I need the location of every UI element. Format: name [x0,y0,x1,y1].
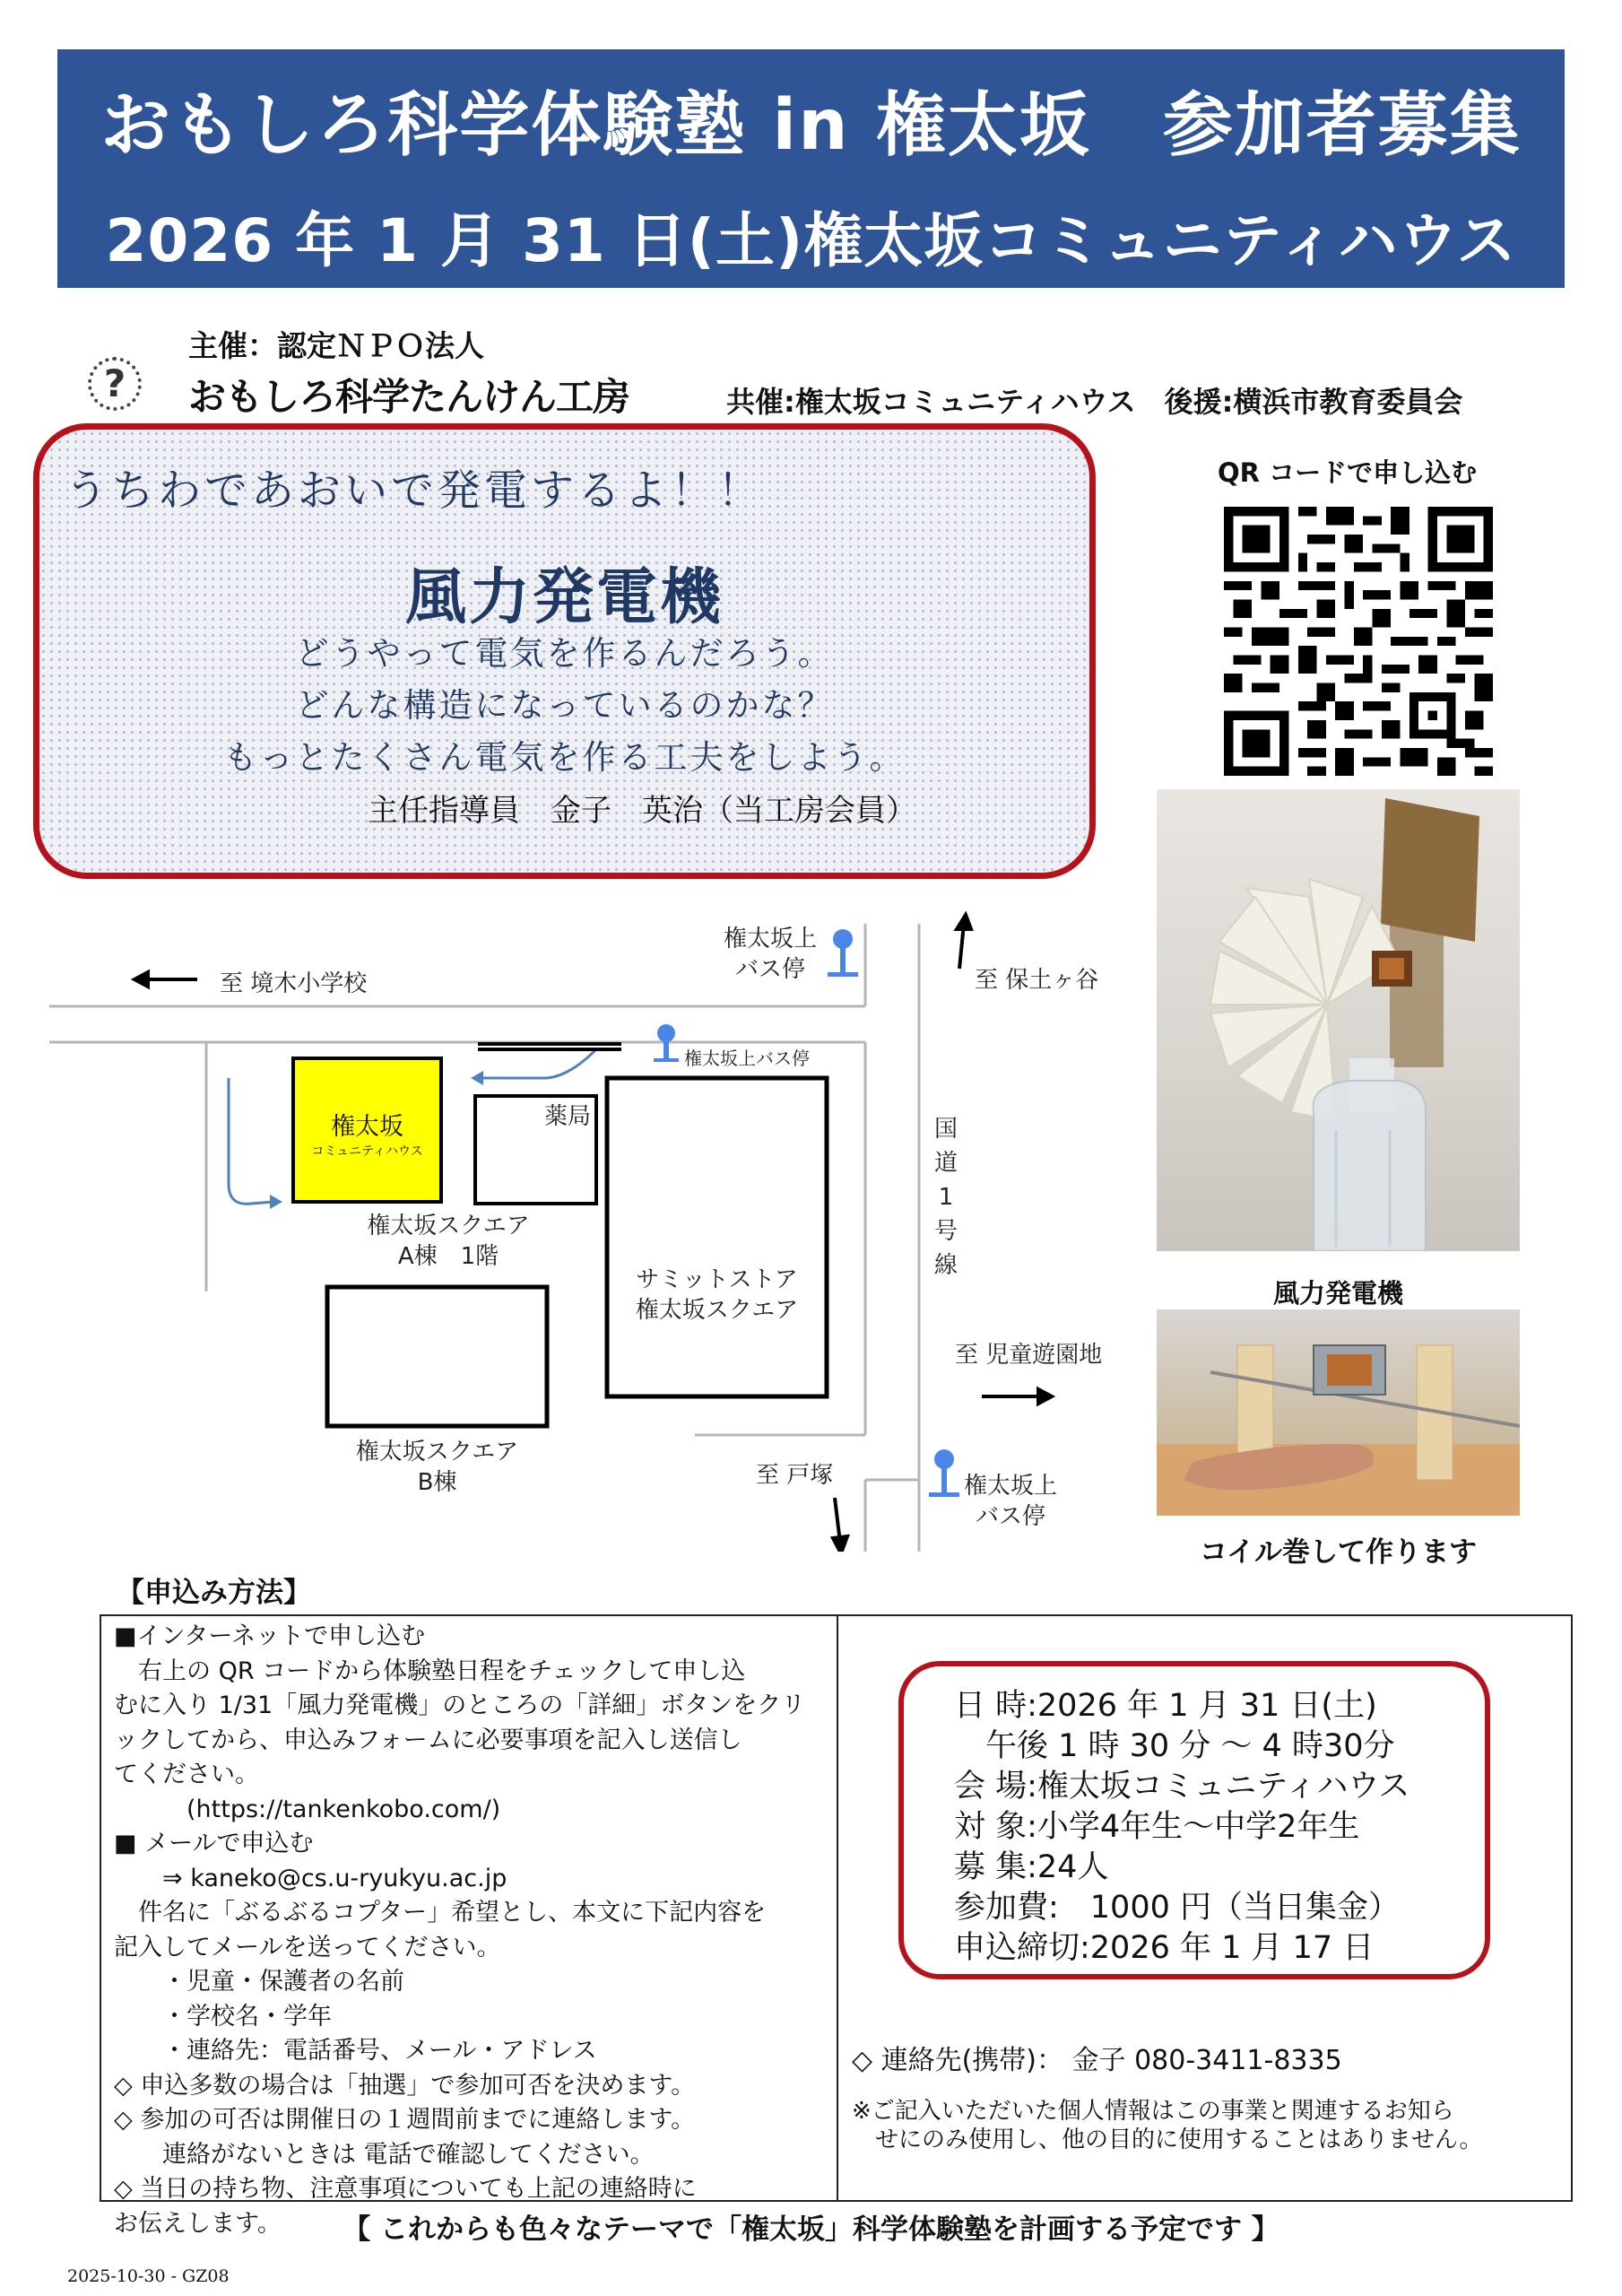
organizer-label: 主催：認定ＮＰＯ法人 [188,328,484,363]
map-pharmacy: 薬局 [544,1103,592,1130]
schedule-details: 日 時:2026 年 1 月 31 日(土) 午後 1 時 30 分 ～ 4 時30分 会 場:権太坂コミュニティハウス 対 象:小学4年生～中学2年生 募 集:24人 参加費: 1000 円（当日集金） 申込締切:2026 年 1 月 17 日 [954,1688,1410,1966]
map-square-b: 権太坂スクエア B棟 [355,1439,519,1496]
coil-photo-icon [1157,1309,1520,1516]
map-to-totsuka: 至 戸塚 [756,1462,834,1489]
wind-generator-photo-icon [1157,789,1520,1251]
access-map [49,888,1116,1552]
organizer-logo-text: おもしろ科学たんけん工房 [188,375,630,419]
banner-title: おもしろ科学体験塾 in 権太坂 参加者募集 [100,85,1522,166]
map-bus-stop-bottom: 権太坂上 バス停 [964,1473,1058,1530]
qr-code-icon [1224,507,1493,776]
map-to-hodogaya: 至 保土ヶ谷 [975,967,1099,994]
question-logo-icon: ? [88,357,142,411]
apply-header: 【申込み方法】 [117,1577,311,1609]
qr-label: QR コードで申し込む [1218,457,1478,488]
cohost-text: 共催:権太坂コミュニティハウス 後援:横浜市教育委員会 [726,385,1463,419]
instructor: 主任指導員 金子 英治（当工房会員） [368,793,916,829]
qr-code[interactable] [1224,507,1493,776]
map-summit-store: サミットストア 権太坂スクエア [635,1266,799,1324]
coil-photo [1157,1309,1520,1516]
map-community-house: 権太坂 コミュニティハウス [311,1113,423,1159]
header-banner [57,49,1565,288]
table-divider [837,1616,838,2200]
map-route-label: 国 道 1 号 線 [933,1116,958,1279]
schedule-box [898,1661,1490,1979]
map-bus-stop-mid: 権太坂上バス停 [684,1048,810,1069]
banner-date: 2026 年 1 月 31 日(土)権太坂コミュニティハウス [105,206,1517,275]
map-to-school: 至 境木小学校 [220,970,368,997]
map-square-a: 権太坂スクエア A棟 1階 [367,1213,530,1270]
callout-heading: 風力発電機 [404,562,724,633]
map-bus-stop-top: 権太坂上 バス停 [724,926,818,983]
photo-caption-1: 風力発電機 [1272,1278,1403,1309]
footer-note: 【 これからも色々なテーマで「権太坂」科学体験塾を計画する予定です 】 [343,2213,1279,2246]
apply-email[interactable]: ⇒ kaneko@cs.u-ryukyu.ac.jp [114,1864,507,1892]
callout-body: どうやって電気を作るんだろう。 どんな構造になっているのかな？ もっとたくさん電気を作る工夫をしよう。 [223,634,906,777]
apply-instructions: ■インターネットで申し込む 右上の QR コードから体験塾日程をチェックして申し込 むに入り 1/31「風力発電機」のところの「詳細」ボタンをクリ ックしてから、申込みフォームに必要事項を記入し送信し てください。 (https://tankenkobo.com/) ■ メールで申込む ⇒ kaneko@cs.u-ryukyu.ac.jp 件名に「ぶるぶるコプター」希望とし、本文に下記内容を 記入してメールを送ってください。 ・児童・保護者の名前 ・学校名・学年 ・連絡先：電話番号、メール・アドレス ◇ 申込多数の場合は「抽選」で参加可否を決めます。 ◇ 参加の可否は開催日の１週間前までに連絡します。 連絡がないときは 電話で確認してください。 ◇ 当日の持ち物、注意事項についても上記の連絡時に お伝えします。 [114,1620,831,2241]
contact-phone: ◇ 連絡先(携帯)： 金子 080-3411-8335 [852,2045,1342,2076]
callout-lead: うちわであおいで発電するよ！！ [65,465,765,516]
privacy-note: ※ご記入いただいた個人情報はこの事業と関連するお知ら せにのみ使用し、他の目的に使用することはありません。 [852,2098,1483,2153]
photo-caption-2: コイル巻して作ります [1199,1536,1478,1569]
map-to-park: 至 児童遊園地 [955,1342,1103,1369]
document-id: 2025-10-30 - GZ08 [67,2266,230,2286]
wind-generator-photo [1157,789,1520,1251]
